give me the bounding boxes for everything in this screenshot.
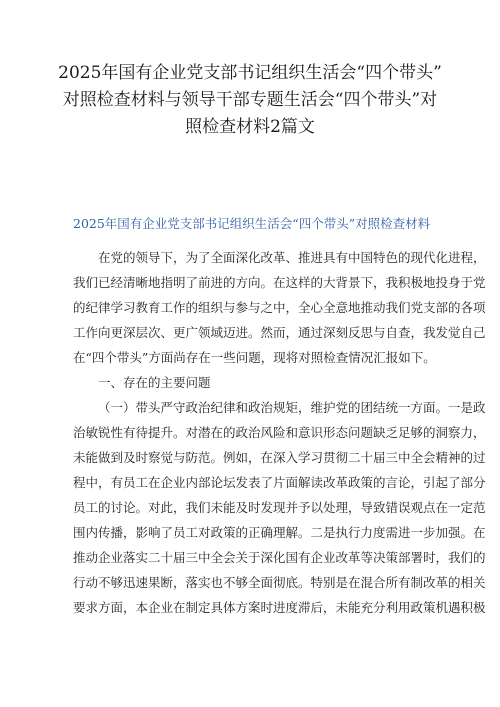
paragraph-line: 工作向更深层次、更广领域迈进。然而，通过深刻反思与自查，我发觉自己 (73, 325, 486, 340)
paragraph-line: 要求方面，本企业在制定具体方案时进度滞后，未能充分利用政策机遇积极 (73, 600, 486, 615)
section-heading: 2025年国有企业党支部书记组织生活会“四个带头”对照检查材料 (73, 216, 431, 231)
paragraph-line: 未能做到及时察觉与防范。例如，在深入学习贯彻二十届三中全会精神的过 (73, 450, 486, 465)
paragraph-line: 程中，有员工在企业内部论坛发表了片面解读改革政策的言论，引起了部分 (73, 475, 486, 490)
paragraph-line: 的纪律学习教育工作的组织与参与之中，全心全意地推动我们党支部的各项 (73, 300, 486, 315)
paragraph-line: 围内传播，影响了员工对政策的正确理解。二是执行力度需进一步加强。在 (73, 525, 486, 540)
body-text (73, 245, 486, 620)
paragraph-line: 员工的讨论。对此，我们未能及时发现并予以处理，导致错误观点在一定范 (73, 500, 486, 515)
paragraph-line: 在“四个带头”方面尚存在一些问题，现将对照检查情况汇报如下。 (73, 350, 436, 365)
paragraph-line: 治敏锐性有待提升。对潜在的政治风险和意识形态问题缺乏足够的洞察力， (73, 425, 486, 440)
paragraph-line: 行动不够迅速果断，落实也不够全面彻底。特别是在混合所有制改革的相关 (73, 575, 486, 590)
paragraph-line: 推动企业落实二十届三中全会关于深化国有企业改革等决策部署时，我们的 (73, 550, 486, 565)
title-line-1: 2025年国有企业党支部书记组织生活会“四个带头” (58, 63, 442, 83)
paragraph-line: 我们已经清晰地指明了前进的方向。在这样的大背景下，我积极地投身于党 (73, 275, 486, 290)
subheading-line: 一、存在的主要问题 (98, 375, 211, 390)
document-title (40, 60, 460, 141)
title-line-3: 照检查材料2篇文 (185, 117, 315, 137)
title-line-2: 对照检查材料与领导干部专题生活会“四个带头”对 (62, 90, 438, 110)
paragraph-line: （一）带头严守政治纪律和政治规矩，维护党的团结统一方面。一是政 (98, 400, 486, 415)
paragraph-line: 在党的领导下，为了全面深化改革、推进具有中国特色的现代化进程， (98, 250, 486, 265)
